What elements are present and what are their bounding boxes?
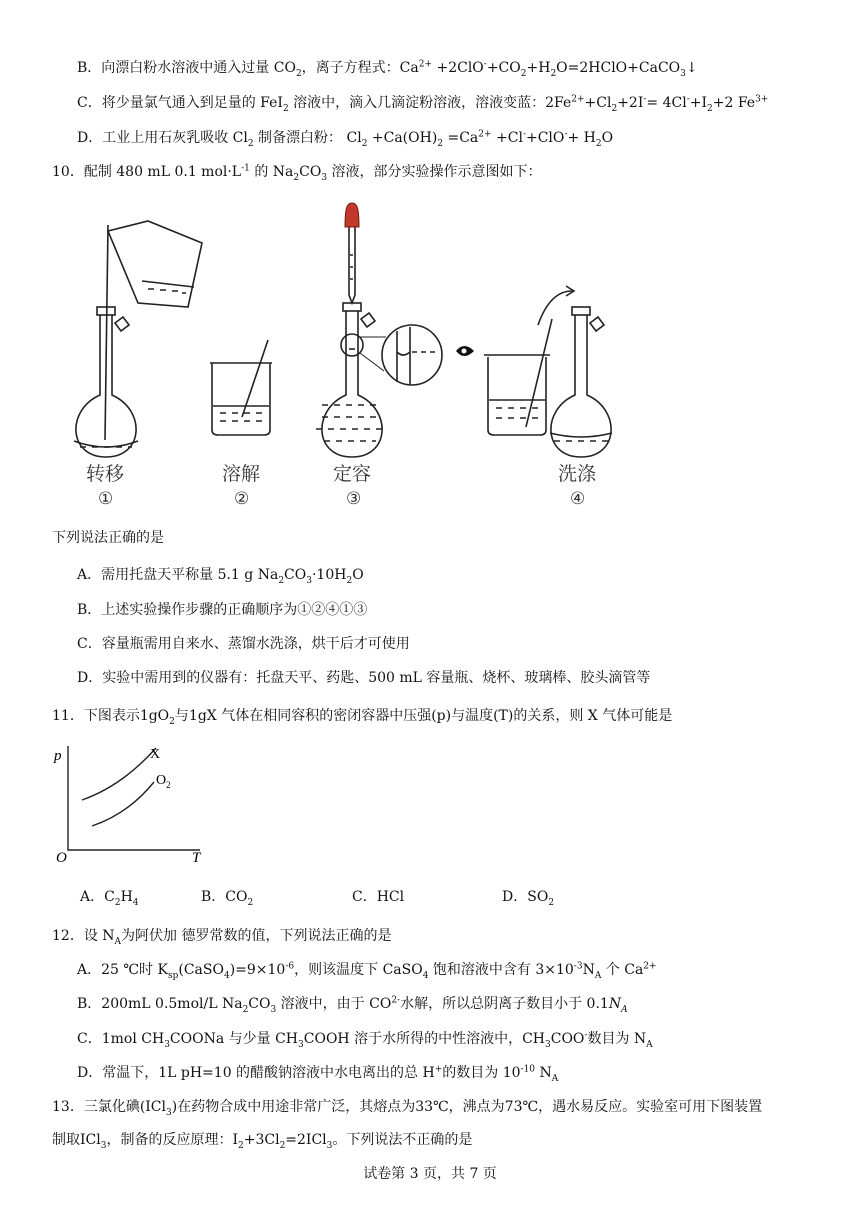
x-axis-label: T	[192, 850, 201, 866]
q10-option-a: A．需用托盘天平称量 5.1 g $Na_2CO_3\cdot 10H_2O$	[77, 567, 364, 586]
pouring-beaker-icon	[108, 221, 202, 307]
q9-option-b: B．向漂白粉水溶液中通入过量 $CO_2$，离子方程式：$Ca^{2+}$ $+2ClO^-+CO_2+H_2O=2HClO+CaCO_3↓$	[77, 59, 698, 79]
q10-stem: 10．配制 480 mL 0.1 $mol\cdot L^{-1}$ 的 $Na_2CO_3$ 溶液，部分实验操作示意图如下：	[52, 163, 542, 183]
q11-stem: 11．下图表示$1gO_2$与1gX 气体在相同容积的密闭容器中压强(p)与温度(T)的关系，则 X 气体可能是	[52, 708, 673, 727]
q12-stem: 12．设 $N_A$为阿伏加 德罗常数的值，下列说法正确的是	[52, 928, 392, 947]
step-number-2: ②	[234, 489, 250, 509]
caption-wash: 洗涤	[558, 463, 597, 485]
q12-option-c: C．1mol $CH_3COONa$ 与少量 $CH_3COOH$ 溶于水所得的中性溶液中，$CH_3COO^-$数目为 $N_A$	[77, 1030, 653, 1050]
origin-label: O	[56, 850, 67, 866]
q12-option-a: A．25 ℃时 $K_{sp}(CaSO_4)=9\times 10^{-6}$，则该温度下 CaSO$_4$ 饱和溶液中含有 $3\times 10^{-3}N_A$ 个 $Ca^{2+}$	[77, 961, 657, 981]
q11-option-d: D．$SO_2$	[502, 889, 555, 908]
curve-x-label: X	[150, 747, 161, 762]
curve-o2-label: $O_2$	[156, 773, 171, 790]
caption-make-to-volume: 定容	[333, 463, 372, 485]
caption-dissolve: 溶解	[222, 463, 261, 485]
q13-stem-line2: 制取ICl$_3$，制备的反应原理：$I_2+3Cl_2=2ICl_3$。下列说法不正确的是	[52, 1132, 473, 1151]
q13-stem-line1: 13．三氯化碘(ICl$_3$)在药物合成中用途非常广泛，其熔点为33℃，沸点为73℃，遇水易反应。实验室可用下图装置	[52, 1099, 763, 1118]
q10-option-b: B．上述实验操作步骤的正确顺序为①②④①③	[77, 602, 368, 618]
q11-pressure-temperature-graph	[52, 738, 212, 866]
curve-o2	[92, 782, 154, 826]
step-number-1: ①	[98, 489, 114, 509]
q9-option-c: C．将少量氯气通入到足量的 FeI$_2$ 溶液中，滴入几滴淀粉溶液，溶液变蓝：$2Fe^{2+}+Cl_2+2I^-= 4Cl^-+I_2+2$ $Fe^{3+}$	[77, 94, 769, 114]
page-footer: 试卷第 3 页，共 7 页	[363, 1166, 497, 1182]
dropper-bulb-icon	[345, 203, 359, 227]
volumetric-flask-fill-icon	[316, 303, 382, 457]
eye-icon	[456, 346, 474, 356]
magnified-meniscus-icon	[360, 325, 442, 385]
step-number-4: ④	[570, 489, 586, 509]
glass-rod-icon	[105, 225, 108, 440]
q12-option-b: B．200mL 0.5mol/L $Na_2CO_3$ 溶液中，由于 $CO^{2-}$水解，所以总阴离子数目小于 $0.1N_A$	[77, 995, 628, 1015]
volumetric-flask-wash-icon	[550, 307, 612, 457]
q10-prompt: 下列说法正确的是	[52, 530, 164, 546]
q10-option-c: C．容量瓶需用自来水、蒸馏水洗涤，烘干后才可使用	[77, 636, 410, 652]
q11-option-c: C．HCl	[352, 889, 405, 905]
q12-option-d: D．常温下，1L pH=10 的醋酸钠溶液中水电离出的总 H+的数目为 $10^{-10}$ $N_A$	[77, 1064, 559, 1084]
q9-option-d: D．工业上用石灰乳吸收 $Cl_2$ 制备漂白粉： $Cl_2 +Ca(OH)_2 =Ca^{2+} +Cl^-+ClO^-+ H_2O$	[77, 129, 614, 149]
q10-option-d: D．实验中需用到的仪器有：托盘天平、药匙、500 mL 容量瓶、烧杯、玻璃棒、胶头滴管等	[77, 670, 651, 686]
beaker-wash-icon	[484, 319, 552, 435]
caption-transfer: 转移	[86, 463, 125, 485]
step-number-3: ③	[346, 489, 362, 509]
beaker-dissolve-icon	[210, 340, 272, 435]
dropper-icon	[349, 227, 355, 303]
q11-option-b: B．$CO_2$	[201, 889, 254, 908]
q11-option-a: A．$C_2H_4$	[80, 889, 139, 908]
y-axis-label: p	[54, 748, 62, 764]
